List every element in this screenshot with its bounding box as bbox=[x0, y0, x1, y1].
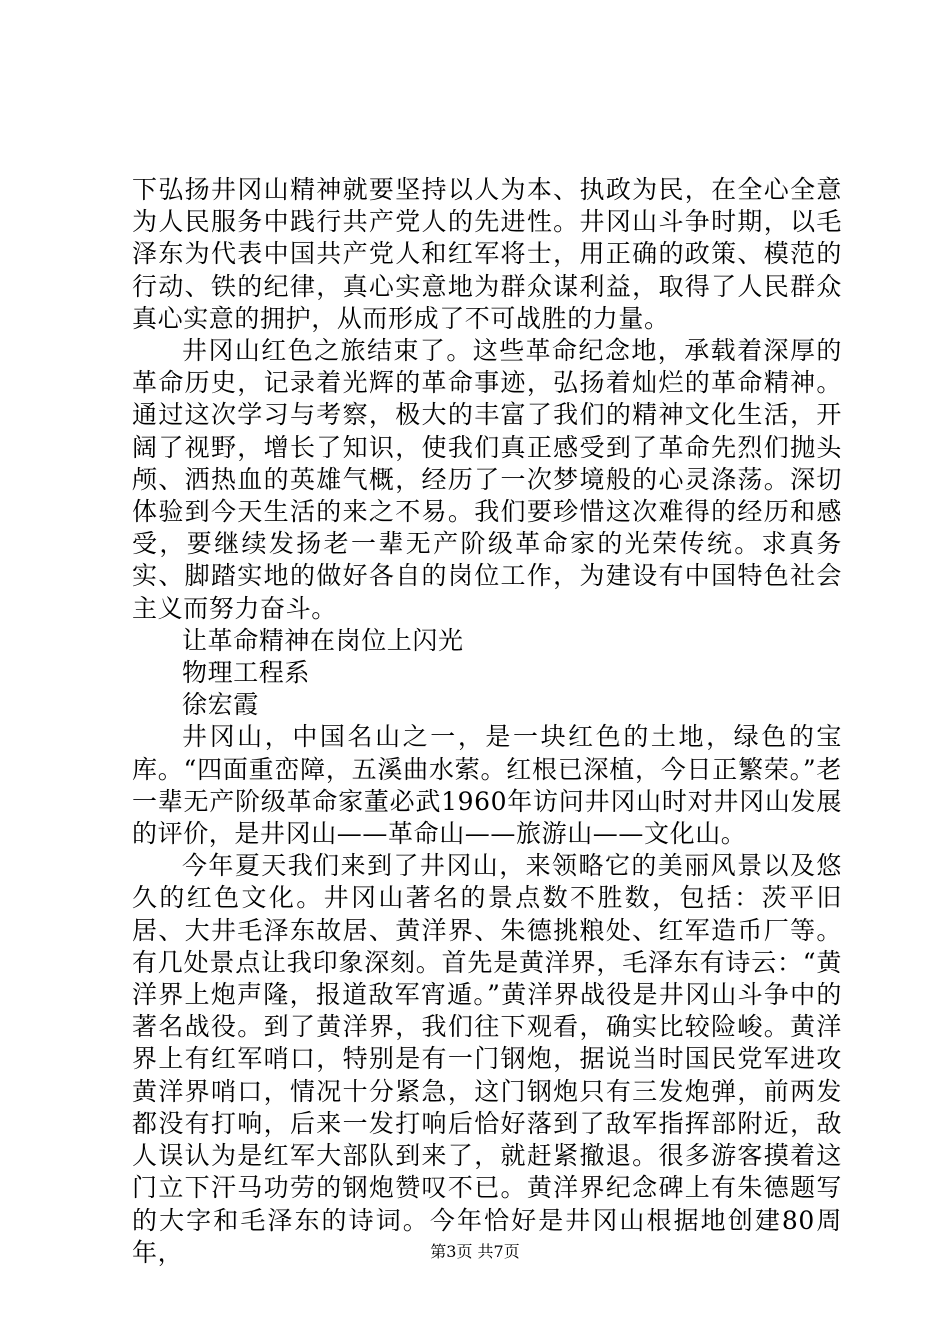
author-department: 物理工程系 bbox=[182, 658, 311, 688]
paragraph-conclusion: 井冈山红色之旅结束了。这些革命纪念地，承载着深厚的革命历史，记录着光辉的革命事迹，弘扬着灿烂的革命精神。通过这次学习与考察，极大的丰富了我们的精神文化生活，开阔了视野，增长了知识，使我们真正感受到了革命先烈们抛头颅、洒热血的英雄气概，经历了一次梦境般的心灵涤荡。深切体验到今天生活的来之不易。我们要珍惜这次难得的经历和感受，要继续发扬老一辈无产阶级革命家的光荣传统。求真务实、脚踏实地的做好各自的岗位工作，为建设有中国特色社会主义而努力奋斗。 bbox=[132, 336, 842, 623]
paragraph-intro: 井冈山，中国名山之一，是一块红色的土地，绿色的宝库。“四面重峦障，五溪曲水萦。红根已深植，今日正繁荣。”老一辈无产阶级革命家董必武1960年访问井冈山时对井冈山发展的评价，是井冈山——革命山——旅游山——文化山。 bbox=[132, 722, 842, 849]
paragraph-continuation: 下弘扬井冈山精神就要坚持以人为本、执政为民，在全心全意为人民服务中践行共产党人的先进性。井冈山斗争时期，以毛泽东为代表中国共产党人和红军将士，用正确的政策、模范的行动、铁的纪律，真心实意地为群众谋利益，取得了人民群众真心实意的拥护，从而形成了不可战胜的力量。 bbox=[132, 175, 842, 333]
document-body bbox=[132, 174, 842, 1269]
paragraph-visit: 今年夏天我们来到了井冈山，来领略它的美丽风景以及悠久的红色文化。井冈山著名的景点数不胜数，包括：茨平旧居、大井毛泽东故居、黄洋界、朱德挑粮处、红军造币厂等。有几处景点让我印象深刻。首先是黄洋界，毛泽东有诗云：“黄洋界上炮声隆，报道敌军宵遁。”黄洋界战役是井冈山斗争中的著名战役。到了黄洋界，我们往下观看，确实比较险峻。黄洋界上有红军哨口，特别是有一门钢炮，据说当时国民党军进攻黄洋界哨口，情况十分紧急，这门钢炮只有三发炮弹，前两发都没有打响，后来一发打响后恰好落到了敌军指挥部附近，敌人误认为是红军大部队到来了，就赶紧撤退。很多游客摸着这门立下汗马功劳的钢炮赞叹不已。黄洋界纪念碑上有朱德题写的大字和毛泽东的诗词。今年恰好是井冈山根据地创建80周年， bbox=[132, 851, 842, 1267]
author-name: 徐宏霞 bbox=[182, 690, 259, 720]
essay-title: 让革命精神在岗位上闪光 bbox=[182, 625, 464, 655]
page-footer: 第3页 共7页 bbox=[430, 1242, 520, 1261]
